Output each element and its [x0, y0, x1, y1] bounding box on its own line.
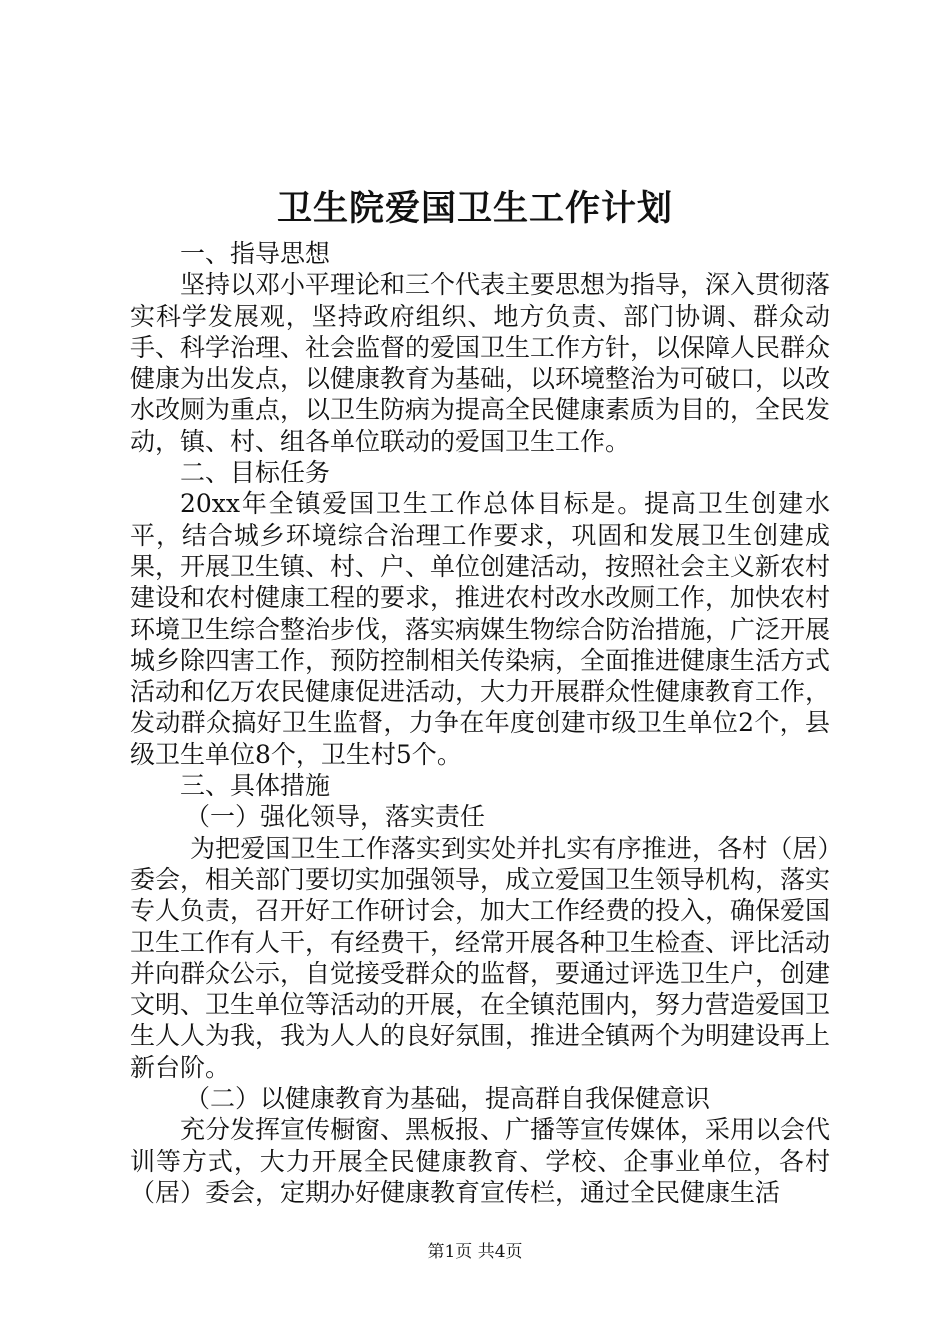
section-heading: 三、具体措施 [180, 771, 331, 801]
subsection-heading: （一）强化领导，落实责任 [185, 802, 486, 832]
paragraph: 充分发挥宣传橱窗、黑板报、广播等宣传媒体，采用以会代训等方式，大力开展全民健康教育、学校、企事业单位，各村（居）委会，定期办好健康教育宣传栏，通过全民健康生活 [130, 1115, 831, 1207]
section-heading: 一、指导思想 [180, 239, 331, 268]
section-heading: 二、目标任务 [180, 458, 331, 488]
subsection-heading: （二）以健康教育为基础，提高群自我保健意识 [185, 1084, 711, 1114]
page-footer: 第1页 共4页 [427, 1242, 523, 1262]
paragraph: 20xx年全镇爱国卫生工作总体目标是。提高卫生创建水平，结合城乡环境综合治理工作要求，巩固和发展卫生创建成果，开展卫生镇、村、户、单位创建活动，按照社会主义新农村建设和农村健康工程的要求，推进农村改水改厕工作，加快农村环境卫生综合整治步伐，落实病媒生物综合防治措施，广泛开展城乡除四害工作，预防控制相关传染病，全面推进健康生活方式活动和亿万农民健康促进活动，大力开展群众性健康教育工作，发动群众搞好卫生监督，力争在年度创建市级卫生单位2个，县级卫生单位8个，卫生村5个。 [130, 489, 831, 769]
document-body [130, 238, 830, 1208]
paragraph: 为把爱国卫生工作落实到实处并扎实有序推进，各村（居）委会，相关部门要切实加强领导，成立爱国卫生领导机构，落实专人负责，召开好工作研讨会，加大工作经费的投入，确保爱国卫生工作有人干，有经费干，经常开展各种卫生检查、评比活动并向群众公示，自觉接受群众的监督，要通过评选卫生户，创建文明、卫生单位等活动的开展，在全镇范围内，努力营造爱国卫生人人为我，我为人人的良好氛围，推进全镇两个为明建设再上新台阶。 [130, 833, 831, 1082]
document-title: 卫生院爱国卫生工作计划 [276, 188, 673, 229]
paragraph: 坚持以邓小平理论和三个代表主要思想为指导，深入贯彻落实科学发展观，坚持政府组织、地方负责、部门协调、群众动手、科学治理、社会监督的爱国卫生工作方针，以保障人民群众健康为出发点，以健康教育为基础，以环境整治为可破口，以改水改厕为重点，以卫生防病为提高全民健康素质为目的，全民发动，镇、村、组各单位联动的爱国卫生工作。 [130, 270, 831, 456]
